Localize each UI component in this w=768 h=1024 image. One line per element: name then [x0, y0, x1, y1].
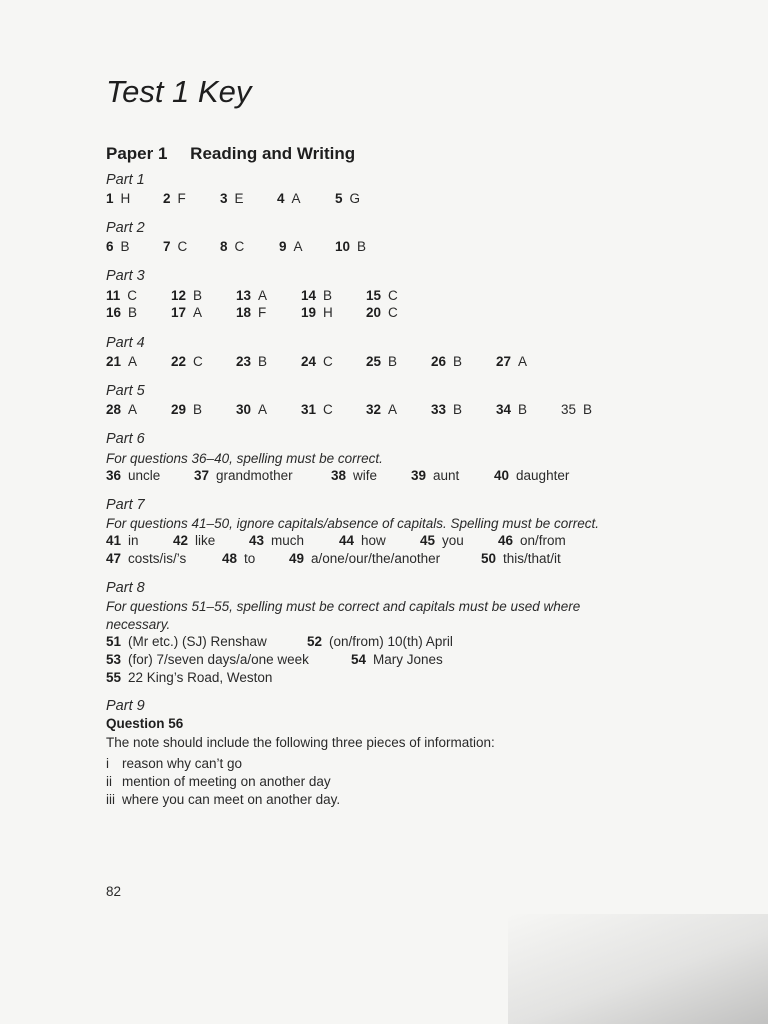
list-item: iii where you can meet on another day. [106, 792, 341, 807]
answer-item: 19 H [301, 305, 333, 320]
answer-item: 35 B [561, 402, 593, 417]
part-8-label: Part 8 [106, 580, 145, 596]
answer-item: 29 B [171, 402, 203, 417]
answer-item: 43 much [249, 533, 305, 548]
answer-item: 17 A [171, 305, 203, 320]
answer-item: 46 on/from [498, 533, 566, 548]
part-1-label: Part 1 [106, 172, 145, 188]
answer-item: 26 B [431, 354, 463, 369]
answer-item: 24 C [301, 354, 333, 369]
paper-heading [106, 144, 355, 164]
answer-item: 11 C [106, 288, 138, 303]
answer-item: 22 C [171, 354, 203, 369]
answer-item: 16 B [106, 305, 138, 320]
answer-item: 37 grandmother [194, 468, 293, 483]
page-number: 82 [106, 884, 122, 899]
answer-item: 41 in [106, 533, 139, 548]
answer-item: 30 A [236, 402, 268, 417]
part-3-label: Part 3 [106, 268, 145, 284]
answer-item: 10 B [335, 239, 367, 254]
page-title: Test 1 Key [106, 74, 252, 109]
answer-item: 52 (on/from) 10(th) April [307, 634, 453, 649]
answer-item: 21 A [106, 354, 138, 369]
answer-item: 6 B [106, 239, 130, 254]
answer-item: 36 uncle [106, 468, 161, 483]
answer-item: 2 F [163, 191, 186, 206]
answer-item: 18 F [236, 305, 267, 320]
answer-item: 1 H [106, 191, 131, 206]
answer-item: 54 Mary Jones [351, 652, 443, 667]
answer-item: 31 C [301, 402, 333, 417]
part-6-label: Part 6 [106, 431, 145, 447]
answer-item: 34 B [496, 402, 528, 417]
part-8-instruction: For questions 51–55, spelling must be correct and capitals must be used where necessary. [106, 599, 581, 632]
answer-item: 50 this/that/it [481, 551, 561, 566]
part-5-label: Part 5 [106, 383, 145, 399]
list-item: ii mention of meeting on another day [106, 774, 331, 789]
part-9-label: Part 9 [106, 698, 145, 714]
answer-item: 14 B [301, 288, 333, 303]
part-4-label: Part 4 [106, 335, 145, 351]
paper-number: Paper 1 [106, 144, 168, 163]
answer-item: 12 B [171, 288, 203, 303]
answer-item: 13 A [236, 288, 268, 303]
answer-item: 53 (for) 7/seven days/a/one week [106, 652, 309, 667]
answer-item: 45 you [420, 533, 464, 548]
answer-item: 25 B [366, 354, 398, 369]
part-7-instruction: For questions 41–50, ignore capitals/absence of capitals. Spelling must be correct. [106, 516, 600, 531]
part-7-label: Part 7 [106, 497, 145, 513]
answer-item: 55 22 King’s Road, Weston [106, 670, 273, 685]
part-2-label: Part 2 [106, 220, 145, 236]
answer-item: 28 A [106, 402, 138, 417]
answer-item: 9 A [279, 239, 303, 254]
question-56-intro: The note should include the following three pieces of information: [106, 735, 495, 750]
answer-item: 47 costs/is/’s [106, 551, 187, 566]
question-56-heading: Question 56 [106, 716, 184, 731]
answer-item: 40 daughter [494, 468, 570, 483]
answer-item: 5 G [335, 191, 361, 206]
answer-item: 39 aunt [411, 468, 460, 483]
answer-item: 4 A [277, 191, 301, 206]
answer-item: 8 C [220, 239, 245, 254]
answer-item: 3 E [220, 191, 244, 206]
page-shadow [508, 914, 768, 1024]
list-item: i reason why can’t go [106, 756, 243, 771]
answer-item: 20 C [366, 305, 398, 320]
answer-item: 38 wife [331, 468, 378, 483]
part-6-instruction: For questions 36–40, spelling must be correct. [106, 451, 383, 466]
answer-item: 48 to [222, 551, 256, 566]
answer-item: 23 B [236, 354, 268, 369]
answer-item: 32 A [366, 402, 398, 417]
answer-item: 15 C [366, 288, 398, 303]
answer-item: 44 how [339, 533, 386, 548]
answer-item: 51 (Mr etc.) (SJ) Renshaw [106, 634, 267, 649]
answer-item: 27 A [496, 354, 528, 369]
answer-item: 49 a/one/our/the/another [289, 551, 441, 566]
answer-item: 42 like [173, 533, 216, 548]
paper-name: Reading and Writing [190, 144, 356, 163]
answer-item: 33 B [431, 402, 463, 417]
answer-item: 7 C [163, 239, 188, 254]
